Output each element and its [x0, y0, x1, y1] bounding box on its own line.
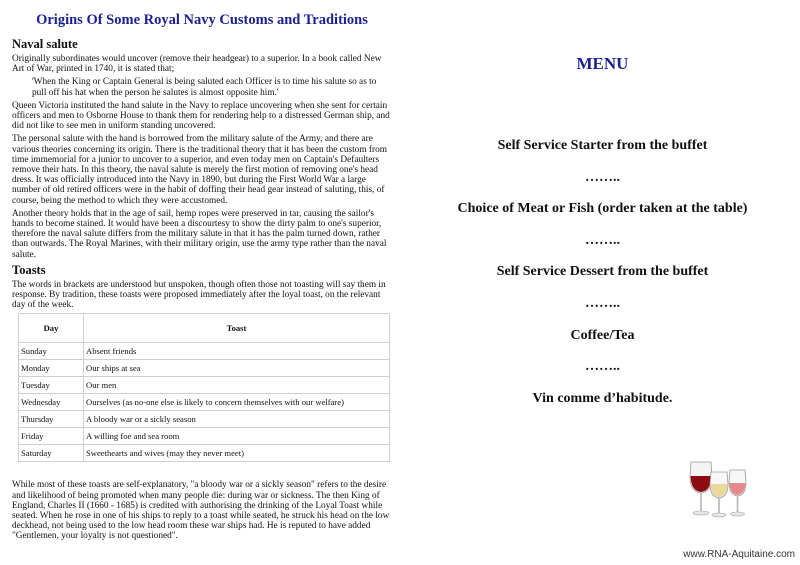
naval-salute-paragraph-1: Originally subordinates would uncover (remove their headgear) to a superior. In a book called New Art of War, printed in 1740, it is stated that; [12, 54, 382, 75]
table-row [19, 343, 390, 360]
toast-cell: A bloody war or a sickly season [84, 411, 390, 428]
toast-cell: Our ships at sea [84, 360, 390, 377]
toasts-closing-paragraph: While most of these toasts are self-explanatory, "a bloody war or a sickly season" refers to the desire and likelihood of being promoted when many people die: during war or sickness. The then King of England, Charles II (1660 - 1685) is credited with authorising the drinking of the Loyal Toast while seated. When he rose in one of his ships to reply to a toast while seated, he struck his head on the low deckhead, not being used to the low head room these war ships had. He is reputed to have added "Gentlemen, your loyalty is not questioned". [12, 480, 390, 542]
naval-salute-heading: Naval salute [12, 37, 78, 51]
toast-cell: Ourselves (as no-one else is likely to concern themselves with our welfare) [84, 394, 390, 411]
wine-glasses-icon [685, 458, 755, 525]
toast-cell: Our men [84, 377, 390, 394]
website-url: www.RNA-Aquitaine.com [683, 549, 795, 560]
menu-item-starter: Self Service Starter from the buffet [497, 138, 708, 153]
toasts-table [18, 313, 390, 462]
table-row [19, 445, 390, 462]
menu-item-coffee: Coffee/Tea [570, 327, 635, 343]
menu-item-dessert: Self Service Dessert from the buffet [496, 264, 709, 280]
menu-list [405, 137, 800, 421]
toasts-table-header [19, 314, 390, 343]
toasts-intro: The words in brackets are understood but unspoken, though often those not toasting will say them in response. By tradition, these toasts were proposed immediately after the loyal toast, on the relevant day of the week. [12, 279, 386, 311]
table-row [19, 360, 390, 377]
day-cell: Monday [19, 360, 84, 377]
menu-separator: …….. [585, 295, 620, 311]
toast-cell: Absent friends [84, 343, 390, 360]
toast-cell: Sweethearts and wives (may they never meet) [84, 445, 390, 462]
table-row [19, 394, 390, 411]
table-row [19, 411, 390, 428]
day-cell: Wednesday [19, 394, 84, 411]
menu-item-wine: Vin comme d’habitude. [532, 390, 673, 406]
day-cell: Thursday [19, 411, 84, 428]
naval-salute-paragraph-4: Another theory holds that in the age of sail, hemp ropes were preserved in tar, causing the sailor's hands to become stained. It would have been a discourtesy to show the dirty palm to one's superior, therefore the naval salute differs from the military salute in that it has the palm turned down, rather than outwards. The Royal Marines, with their military origin, use the army type rather than the naval salute. [12, 208, 387, 260]
table-row [19, 428, 390, 445]
day-cell: Sunday [19, 343, 84, 360]
menu-separator: …….. [585, 232, 620, 248]
menu-item-main: Choice of Meat or Fish (order taken at the table) [457, 201, 748, 217]
toast-cell: A willing foe and sea room [84, 428, 390, 445]
page-title: Origins Of Some Royal Navy Customs and Traditions [36, 12, 368, 28]
left-panel [12, 10, 392, 545]
toasts-heading: Toasts [12, 262, 46, 277]
menu-panel [405, 0, 800, 565]
naval-salute-quote: 'When the King or Captain General is being saluted each Officer is to time his salute so as to pull off his hat when the person he salutes is almost opposite him.' [32, 77, 377, 98]
menu-separator: …….. [585, 359, 620, 375]
day-cell: Tuesday [19, 377, 84, 394]
day-cell: Saturday [19, 445, 84, 462]
header-toast: Toast [84, 314, 390, 343]
menu-separator: …….. [585, 169, 620, 185]
table-row [19, 377, 390, 394]
naval-salute-paragraph-3: The personal salute with the hand is borrowed from the military salute of the Army, and there are various theories concerning its origin. There is the traditional theory that it has been the custom from time immemorial for a junior to uncover to a superior, and even today men on Captain's Defaulters remove their hats. In this theory, the naval salute is merely the first motion of removing one's head dress. It was officially introduced into the Navy in 1890, but during the First World War a large number of old retired officers were in the habit of doffing their head gear instead of saluting, this, of course, being the method to which they were accustomed. [12, 134, 387, 206]
naval-salute-paragraph-2: Queen Victoria instituted the hand salute in the Navy to replace uncovering when she sent for certain officers and men to Osborne House to thank them for rendering help to a distressed German ship, and did not like to see men in uniform standing uncovered. [12, 100, 390, 132]
header-day: Day [19, 314, 84, 343]
day-cell: Friday [19, 428, 84, 445]
menu-title: MENU [576, 54, 629, 73]
